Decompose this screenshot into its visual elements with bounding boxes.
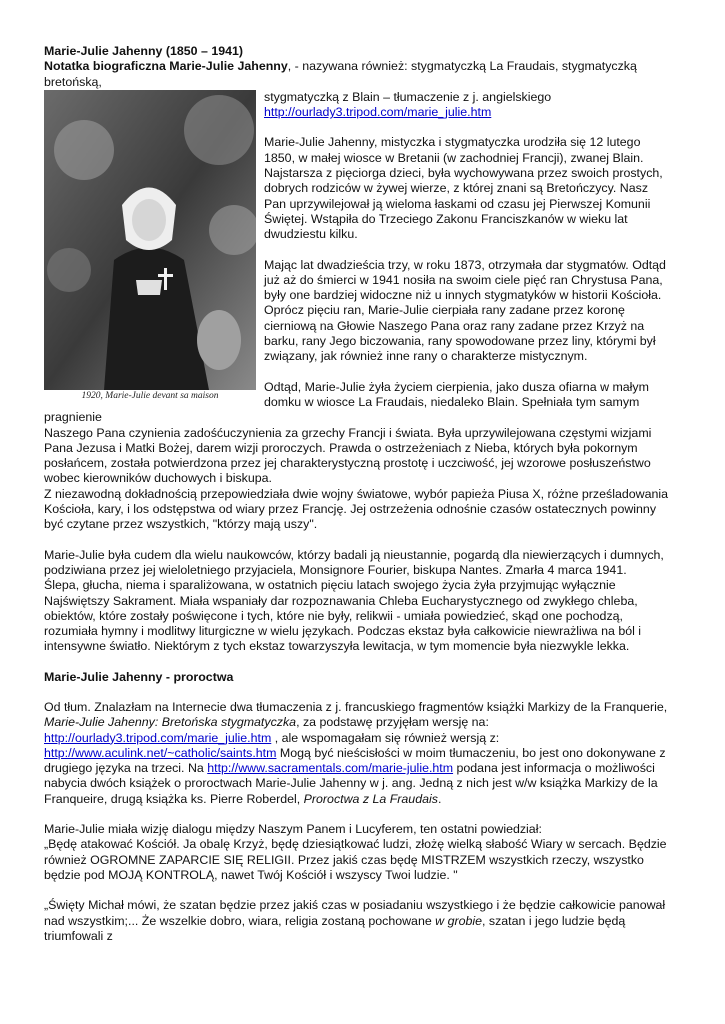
quote-lucifer: „Będę atakować Kościół. Ja obalę Krzyż, będę dziesiątkować ludzi, złożę wielką słabość Wiary w sercach. Będzie również OGROMNE ZAPARCIE SIĘ RELIGII. Przez jakiś czas będę MISTRZEM wszystkich rzeczy, wszystko będzie pod MOJĄ KONTROLĄ, nawet Twój Kościół i wszyscy Twoi ludzie. " [44,837,667,882]
book-title-italic: Marie-Julie Jahenny: Bretońska stygmatyczka [44,715,297,730]
link-ourlady[interactable]: http://ourlady3.tripod.com/marie_julie.htm [44,730,272,745]
quote-michael [44,898,669,944]
intro-line [44,59,669,90]
bio-paragraph-4: Z niezawodną dokładnością przepowiedziała dwie wojny światowe, wybór papieża Piusa X, różne prześladowania Kościoła, kary, i los odstępstwa od wiary przez Francję. Jej ostrzeżenia odnośnie czasów ostatecznych powinny być czytane przez wszystkich, "którzy mają uszy". [44,486,669,532]
translator-text-4: podana jest informacja o możliwości nabycia dwóch książek o proroctwach Marie-Julie Jahenny w j. ang. Jedną z nich jest w/w książka Markizy de la Franqueire, drugą książka ks. Pierre Roberdel, [44,761,658,806]
translator-text-1b: , za podstawę przyjęłam wersję na: [296,715,489,730]
book2-title-italic: Proroctwa z La Fraudais [303,791,438,806]
quote-michael-b: , szatan i jego ludzie będą triumfowali z [44,913,626,943]
bio-paragraph-3b: Naszego Pana czynienia zadośćuczynienia za grzechy Francji i świata. Była uprzywilejowana częstymi wizjami Pana Jezusa i Matki Bożej, darem wizji proroczych. Prawda o ostrzeżeniach z Nieba, których była pokornym posłańcem, została potwierdzona przez jej charakterystyczną prostotę i uczciwość, jej wzorowe posłuszeństwo wobec kierowników duchowych i biskupa. [44,425,652,486]
section-title-prophecies: Marie-Julie Jahenny - proroctwa [44,669,234,684]
quote-michael-a: „Święty Michał mówi, że szatan będzie przez jakiś czas w posiadaniu wszystkiego i że będzie całkowicie panował nad wszystkim;... Że wszelkie dobro, wiara, religia zostaną pochowane [44,898,666,928]
document-title: Marie-Julie Jahenny (1850 – 1941) [44,44,244,58]
translator-text-end: . [437,791,442,806]
intro-line-2: stygmatyczką z Blain – tłumaczenie z j. angielskiego [264,89,552,104]
quote-michael-italic: w grobie [435,913,483,928]
portrait-photo [44,90,256,408]
bio-paragraph-5: Marie-Julie była cudem dla wielu naukowców, którzy badali ją nieustannie, pogardą dla niewierzących i dumnych, podziwiana przez jej wieloletniego przyjaciela, Monsignore Fourier, biskupa Nantes. Zmarła 4 marca 1941. [44,547,664,577]
bio-paragraph-6: Ślepa, głucha, niema i sparaliżowana, w ostatnich pięciu latach swojego życia żyła przyjmując wyłącznie Najświętszy Sakrament. Miała wspaniały dar rozpoznawania Chleba Eucharystycznego od zwykłego chleba, obiektów, które zostały poświęcone i tych, które nie były, relikwii - umiała powiedzieć, skąd one pochodzą, rozumiała hymny i modlitwy liturgiczne w wielu językach. Podczas ekstaz była całkowicie niewrażliwa na ból i intensywne światło. Niektórym z tych ekstaz towarzyszyła lewitacja, w tym momencie była niezwykle lekka. [44,578,642,654]
portrait-image [44,90,256,408]
translator-text-1: Od tłum. Znalazłam na Internecie dwa tłumaczenia z j. francuskiego fragmentów książki Markizy de la Franquerie, [44,699,668,714]
link-aculink[interactable]: http://www.aculink.net/~catholic/saints.htm [44,745,277,760]
bio-paragraph-2: Mając lat dwadzieścia trzy, w roku 1873, otrzymała dar stygmatów. Odtąd już aż do śmierci w 1941 nosiła na swoim ciele pięć ran Chrystusa Pana, były one bardziej widoczne niż u innych stygmatyków w historii Kościoła. Oprócz pięciu ran, Marie-Julie cierpiała rany zadane przez koronę cierniową na Głowie Naszego Pana oraz rany zadane przez Krzyż na barku, rany Jego biczowania, rany spowodowane przez liny, którymi był związany, jak również inne rany o charakterze mistycznym. [264,257,666,364]
photo-caption: 1920, Marie-Julie devant sa maison [81,390,219,401]
translator-note [44,700,669,807]
translator-text-3: Mogą być nieścisłości w moim tłumaczeniu, bo jest ono dokonywane z drugiego języka na trzeci. Na [44,745,666,776]
document-page [44,44,669,944]
bio-paragraph-1: Marie-Julie Jahenny, mistyczka i stygmatyczka urodziła się 12 lutego 1850, w małej wiosce w Bretanii (w zachodniej Francji), zwanej Blain. Najstarsza z pięciorga dzieci, była wychowywana przez swoich prostych, dobrych rodziców w żywej wierze, z której znani są Bretończycy. Nasz Pan uprzywilejował ją wieloma łaskami od czasu jej Pierwszej Komunii Świętej. Wstąpiła do Trzeciego Zakonu Franciszkanów w wieku lat dwudziestu kilku. [264,135,663,242]
intro-rest: , - nazywana również: stygmatyczką La Fraudais, stygmatyczką bretońską, [44,59,637,89]
vision-intro: Marie-Julie miała wizję dialogu między Naszym Panem i Lucyferem, ten ostatni powiedział: [44,822,542,837]
intro-bold: Notatka biograficzna Marie-Julie Jahenny [44,59,288,74]
link-sacramentals[interactable]: http://www.sacramentals.com/marie-julie.htm [207,761,454,776]
intro-link[interactable]: http://ourlady3.tripod.com/marie_julie.htm [264,105,492,120]
translator-text-2: , ale wspomagałam się również wersją z: [271,730,500,745]
bio-paragraph-3a: Odtąd, Marie-Julie żyła życiem cierpienia, jako dusza ofiarna w małym domku w wiosce La Fraudais, niedaleko Blain. Spełniała tym samym pragnienie [44,379,649,425]
